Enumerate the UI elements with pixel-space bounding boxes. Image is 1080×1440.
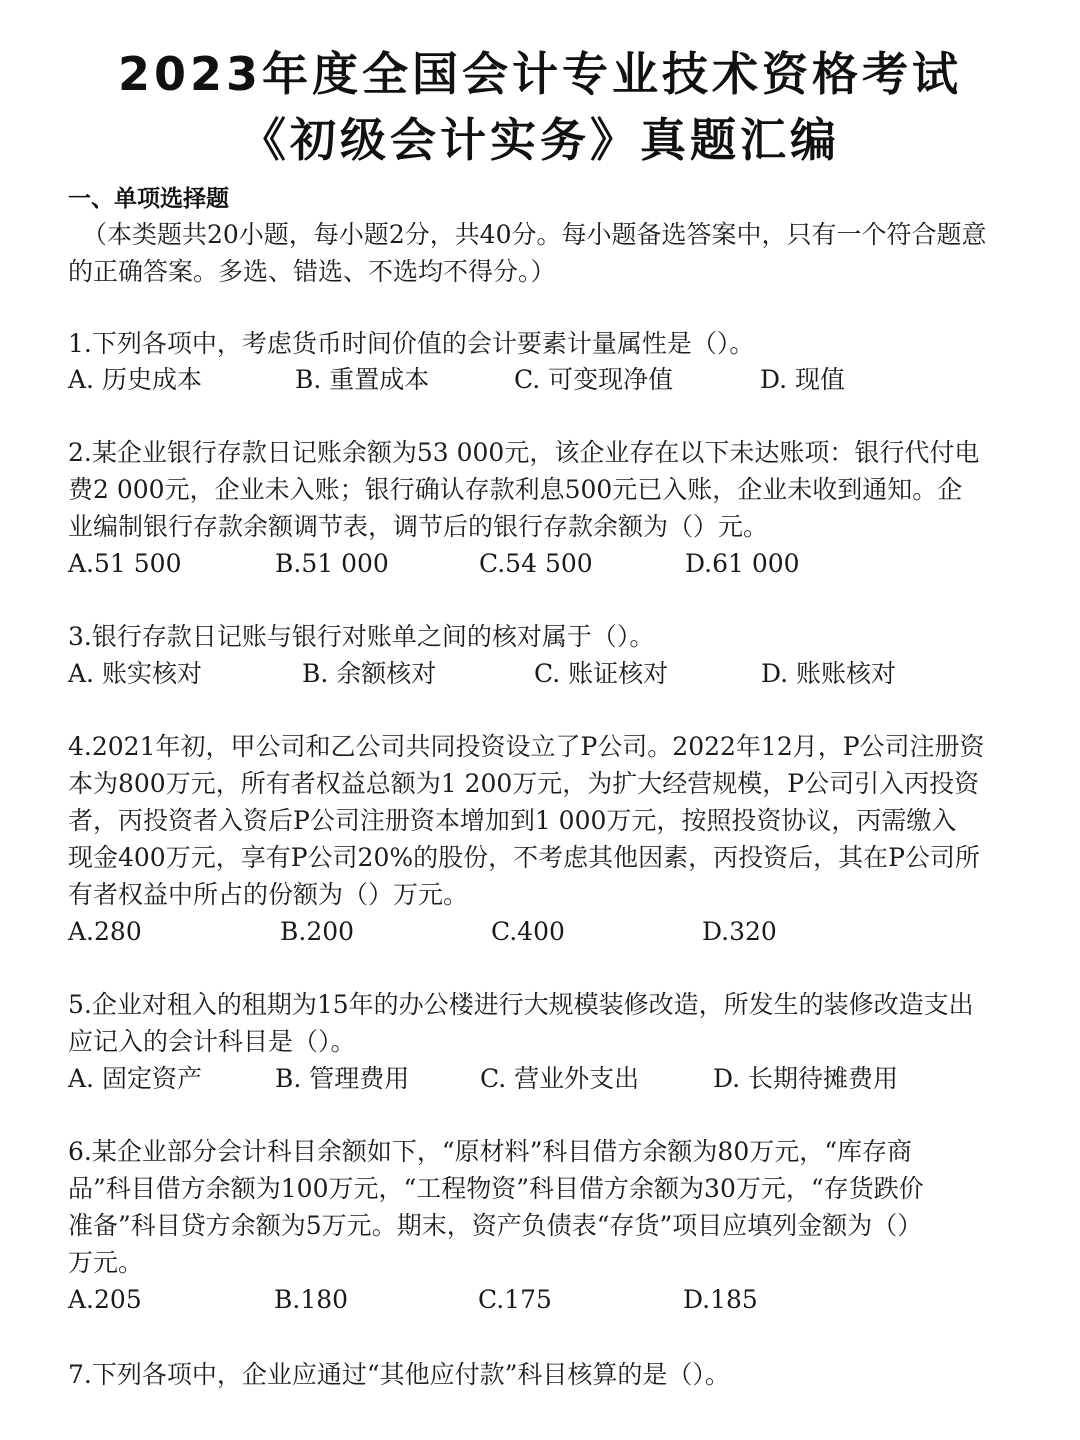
- question-line: 有者权益中所占的份额为（）万元。: [68, 880, 469, 909]
- option-c: C. 营业外支出: [480, 1064, 640, 1093]
- option-d: D. 长期待摊费用: [713, 1064, 899, 1093]
- instructions-line: （本类题共20小题，每小题2分，共40分。每小题备选答案中，只有一个符合题意: [82, 220, 987, 249]
- option-a: A. 账实核对: [68, 659, 202, 688]
- option-d: D. 账账核对: [761, 659, 897, 688]
- question-line: 费2 000元，企业未入账；银行确认存款利息500元已入账，企业未收到通知。企: [68, 475, 963, 504]
- option-a: A.280: [68, 917, 142, 946]
- question-line: 者，丙投资者入资后P公司注册资本增加到1 000万元，按照投资协议，丙需缴入: [68, 806, 957, 835]
- option-a: A. 固定资产: [68, 1064, 202, 1093]
- section-instructions: [68, 216, 1018, 290]
- question-3-options: [68, 655, 1018, 692]
- instructions-line: 的正确答案。多选、错选、不选均不得分。）: [68, 257, 556, 286]
- question-6-options: [68, 1281, 1018, 1318]
- page-title: 2023年度全国会计专业技术资格考试: [117, 47, 963, 101]
- question-line: 业编制银行存款余额调节表，调节后的银行存款余额为（）元。: [68, 512, 769, 541]
- question-line: 6.某企业部分会计科目余额如下，“原材料”科目借方余额为80万元，“库存商: [68, 1137, 913, 1166]
- option-b: B.180: [274, 1285, 349, 1314]
- question-line: 本为800万元，所有者权益总额为1 200万元，为扩大经营规模，P公司引入丙投资: [68, 769, 980, 798]
- question-4-text: [68, 728, 1018, 913]
- question-7-text: [68, 1356, 1018, 1393]
- option-c: C. 账证核对: [534, 659, 669, 688]
- question-line: 2.某企业银行存款日记账余额为53 000元，该企业存在以下未达账项：银行代付电: [68, 438, 980, 467]
- question-3-text: [68, 618, 1018, 655]
- option-c: C. 可变现净值: [514, 365, 674, 394]
- option-a: A.51 500: [68, 549, 182, 578]
- option-c: C.175: [478, 1285, 552, 1314]
- question-line: 5.企业对租入的租期为15年的办公楼进行大规模装修改造，所发生的装修改造支出: [68, 990, 974, 1019]
- question-line: 万元。: [68, 1248, 144, 1277]
- question-2-text: [68, 434, 1018, 545]
- question-1-text: [68, 325, 1018, 362]
- question-line: 准备”科目贷方余额为5万元。期末，资产负债表“存货”项目应填列金额为（）: [68, 1211, 923, 1240]
- option-d: D.320: [702, 917, 777, 946]
- question-line: 现金400万元，享有P公司20%的股份，不考虑其他因素，丙投资后，其在P公司所: [68, 843, 980, 872]
- question-5-options: [68, 1060, 1018, 1097]
- question-1-options: [68, 361, 1018, 398]
- option-a: A. 历史成本: [68, 365, 202, 394]
- option-b: B. 余额核对: [302, 659, 437, 688]
- option-c: C.400: [491, 917, 565, 946]
- question-line: 7.下列各项中，企业应通过“其他应付款”科目核算的是（）。: [68, 1360, 730, 1389]
- option-a: A.205: [68, 1285, 142, 1314]
- option-d: D. 现值: [760, 365, 846, 394]
- option-d: D.185: [683, 1285, 758, 1314]
- question-line: 品”科目借方余额为100万元，“工程物资”科目借方余额为30万元，“存货跌价: [68, 1174, 924, 1203]
- question-4-options: [68, 913, 1018, 950]
- option-b: B.200: [280, 917, 355, 946]
- page-subtitle: 《初级会计实务》真题汇编: [240, 113, 840, 167]
- option-b: B. 重置成本: [295, 365, 430, 394]
- question-line: 应记入的会计科目是（）。: [68, 1027, 356, 1056]
- section-heading: 一、单项选择题: [68, 186, 229, 212]
- question-6-text: [68, 1133, 1018, 1281]
- option-b: B.51 000: [275, 549, 389, 578]
- question-5-text: [68, 986, 1018, 1060]
- option-c: C.54 500: [479, 549, 593, 578]
- question-line: 4.2021年初，甲公司和乙公司共同投资设立了P公司。2022年12月，P公司注册资: [68, 732, 985, 761]
- question-2-options: [68, 545, 1018, 582]
- option-b: B. 管理费用: [275, 1064, 410, 1093]
- option-d: D.61 000: [685, 549, 800, 578]
- question-line: 3.银行存款日记账与银行对账单之间的核对属于（）。: [68, 622, 655, 651]
- question-line: 1.下列各项中，考虑货币时间价值的会计要素计量属性是（）。: [68, 329, 755, 358]
